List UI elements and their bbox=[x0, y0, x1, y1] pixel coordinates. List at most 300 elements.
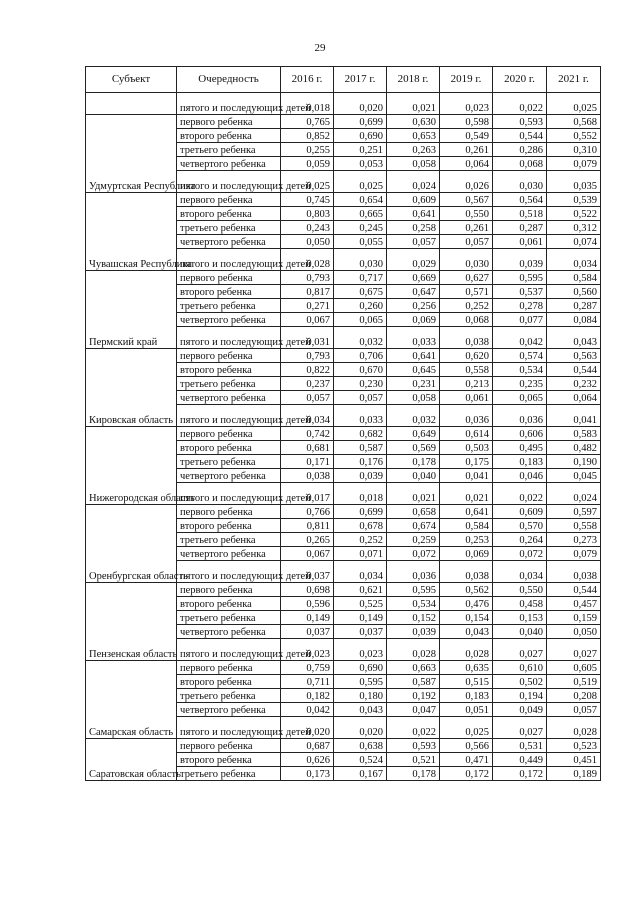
value-cell: 0,253 bbox=[440, 533, 493, 547]
value-cell: 0,031 bbox=[281, 327, 334, 349]
value-cell: 0,626 bbox=[281, 753, 334, 767]
value-cell: 0,027 bbox=[493, 717, 547, 739]
value-cell: 0,030 bbox=[493, 171, 547, 193]
value-cell: 0,036 bbox=[440, 405, 493, 427]
value-cell: 0,681 bbox=[281, 441, 334, 455]
value-cell: 0,159 bbox=[547, 611, 601, 625]
value-cell: 0,610 bbox=[493, 661, 547, 675]
value-cell: 0,567 bbox=[440, 193, 493, 207]
birth-order-cell: четвертого ребенка bbox=[177, 625, 281, 639]
value-cell: 0,630 bbox=[387, 115, 440, 129]
value-cell: 0,041 bbox=[440, 469, 493, 483]
value-cell: 0,635 bbox=[440, 661, 493, 675]
value-cell: 0,560 bbox=[547, 285, 601, 299]
value-cell: 0,620 bbox=[440, 349, 493, 363]
birth-order-cell: четвертого ребенка bbox=[177, 391, 281, 405]
value-cell: 0,674 bbox=[387, 519, 440, 533]
value-cell: 0,566 bbox=[440, 739, 493, 753]
value-cell: 0,550 bbox=[493, 583, 547, 597]
birth-order-cell: третьего ребенка bbox=[177, 299, 281, 313]
value-cell: 0,690 bbox=[334, 129, 387, 143]
region-name-cell: Пензенская область bbox=[86, 583, 177, 661]
value-cell: 0,742 bbox=[281, 427, 334, 441]
value-cell: 0,037 bbox=[334, 625, 387, 639]
value-cell: 0,025 bbox=[334, 171, 387, 193]
value-cell: 0,255 bbox=[281, 143, 334, 157]
value-cell: 0,263 bbox=[387, 143, 440, 157]
value-cell: 0,025 bbox=[281, 171, 334, 193]
value-cell: 0,034 bbox=[334, 561, 387, 583]
value-cell: 0,471 bbox=[440, 753, 493, 767]
value-cell: 0,550 bbox=[440, 207, 493, 221]
value-cell: 0,235 bbox=[493, 377, 547, 391]
value-cell: 0,053 bbox=[334, 157, 387, 171]
value-cell: 0,524 bbox=[334, 753, 387, 767]
value-cell: 0,167 bbox=[334, 767, 387, 781]
value-cell: 0,609 bbox=[387, 193, 440, 207]
value-cell: 0,020 bbox=[281, 717, 334, 739]
value-cell: 0,287 bbox=[493, 221, 547, 235]
value-cell: 0,793 bbox=[281, 349, 334, 363]
value-cell: 0,261 bbox=[440, 221, 493, 235]
value-cell: 0,172 bbox=[440, 767, 493, 781]
value-cell: 0,027 bbox=[547, 639, 601, 661]
value-cell: 0,039 bbox=[387, 625, 440, 639]
header-year-2018: 2018 г. bbox=[387, 67, 440, 93]
value-cell: 0,034 bbox=[281, 405, 334, 427]
page-number: 29 bbox=[314, 42, 326, 54]
value-cell: 0,523 bbox=[547, 739, 601, 753]
value-cell: 0,022 bbox=[493, 483, 547, 505]
value-cell: 0,032 bbox=[387, 405, 440, 427]
value-cell: 0,022 bbox=[387, 717, 440, 739]
value-cell: 0,045 bbox=[547, 469, 601, 483]
value-cell: 0,638 bbox=[334, 739, 387, 753]
value-cell: 0,251 bbox=[334, 143, 387, 157]
value-cell: 0,059 bbox=[281, 157, 334, 171]
value-cell: 0,521 bbox=[387, 753, 440, 767]
value-cell: 0,171 bbox=[281, 455, 334, 469]
header-year-2021: 2021 г. bbox=[547, 67, 601, 93]
value-cell: 0,230 bbox=[334, 377, 387, 391]
value-cell: 0,172 bbox=[493, 767, 547, 781]
birth-order-cell: второго ребенка bbox=[177, 441, 281, 455]
value-cell: 0,038 bbox=[440, 327, 493, 349]
value-cell: 0,669 bbox=[387, 271, 440, 285]
value-cell: 0,537 bbox=[493, 285, 547, 299]
value-cell: 0,178 bbox=[387, 455, 440, 469]
birth-order-cell: третьего ребенка bbox=[177, 689, 281, 703]
value-cell: 0,495 bbox=[493, 441, 547, 455]
value-cell: 0,057 bbox=[440, 235, 493, 249]
value-cell: 0,069 bbox=[440, 547, 493, 561]
value-cell: 0,020 bbox=[334, 717, 387, 739]
value-cell: 0,041 bbox=[547, 405, 601, 427]
value-cell: 0,544 bbox=[493, 129, 547, 143]
value-cell: 0,522 bbox=[547, 207, 601, 221]
value-cell: 0,042 bbox=[281, 703, 334, 717]
value-cell: 0,173 bbox=[281, 767, 334, 781]
value-cell: 0,670 bbox=[334, 363, 387, 377]
value-cell: 0,025 bbox=[440, 717, 493, 739]
birth-order-cell: второго ребенка bbox=[177, 675, 281, 689]
value-cell: 0,074 bbox=[547, 235, 601, 249]
value-cell: 0,038 bbox=[440, 561, 493, 583]
value-cell: 0,149 bbox=[334, 611, 387, 625]
value-cell: 0,152 bbox=[387, 611, 440, 625]
value-cell: 0,039 bbox=[493, 249, 547, 271]
value-cell: 0,745 bbox=[281, 193, 334, 207]
value-cell: 0,064 bbox=[547, 391, 601, 405]
birth-order-cell: первого ребенка bbox=[177, 271, 281, 285]
value-cell: 0,699 bbox=[334, 505, 387, 519]
value-cell: 0,678 bbox=[334, 519, 387, 533]
birth-order-cell: второго ребенка bbox=[177, 519, 281, 533]
value-cell: 0,627 bbox=[440, 271, 493, 285]
table-row bbox=[86, 661, 601, 675]
table-row bbox=[86, 583, 601, 597]
value-cell: 0,072 bbox=[387, 547, 440, 561]
value-cell: 0,018 bbox=[281, 93, 334, 115]
table-row bbox=[86, 271, 601, 285]
value-cell: 0,658 bbox=[387, 505, 440, 519]
value-cell: 0,058 bbox=[387, 391, 440, 405]
value-cell: 0,571 bbox=[440, 285, 493, 299]
birth-order-cell: второго ребенка bbox=[177, 207, 281, 221]
birth-order-cell: четвертого ребенка bbox=[177, 157, 281, 171]
value-cell: 0,593 bbox=[387, 739, 440, 753]
value-cell: 0,065 bbox=[493, 391, 547, 405]
value-cell: 0,583 bbox=[547, 427, 601, 441]
value-cell: 0,069 bbox=[387, 313, 440, 327]
value-cell: 0,614 bbox=[440, 427, 493, 441]
birth-order-cell: первого ребенка bbox=[177, 427, 281, 441]
value-cell: 0,042 bbox=[493, 327, 547, 349]
value-cell: 0,653 bbox=[387, 129, 440, 143]
value-cell: 0,593 bbox=[493, 115, 547, 129]
value-cell: 0,595 bbox=[493, 271, 547, 285]
value-cell: 0,654 bbox=[334, 193, 387, 207]
header-year-2020: 2020 г. bbox=[493, 67, 547, 93]
value-cell: 0,050 bbox=[281, 235, 334, 249]
value-cell: 0,271 bbox=[281, 299, 334, 313]
value-cell: 0,259 bbox=[387, 533, 440, 547]
value-cell: 0,458 bbox=[493, 597, 547, 611]
value-cell: 0,021 bbox=[387, 93, 440, 115]
birth-order-cell: четвертого ребенка bbox=[177, 235, 281, 249]
value-cell: 0,055 bbox=[334, 235, 387, 249]
value-cell: 0,265 bbox=[281, 533, 334, 547]
birth-order-cell: третьего ребенка bbox=[177, 455, 281, 469]
value-cell: 0,017 bbox=[281, 483, 334, 505]
value-cell: 0,024 bbox=[547, 483, 601, 505]
value-cell: 0,822 bbox=[281, 363, 334, 377]
region-name-cell: Удмуртская Республика bbox=[86, 115, 177, 193]
birth-order-cell: третьего ребенка bbox=[177, 221, 281, 235]
value-cell: 0,641 bbox=[387, 207, 440, 221]
value-cell: 0,539 bbox=[547, 193, 601, 207]
value-cell: 0,482 bbox=[547, 441, 601, 455]
table-row bbox=[86, 739, 601, 753]
value-cell: 0,549 bbox=[440, 129, 493, 143]
value-cell: 0,037 bbox=[281, 561, 334, 583]
birth-order-cell: пятого и последующих детей bbox=[177, 93, 281, 115]
birth-order-cell: пятого и последующих детей bbox=[177, 483, 281, 505]
value-cell: 0,154 bbox=[440, 611, 493, 625]
birth-order-cell: пятого и последующих детей bbox=[177, 639, 281, 661]
birth-order-cell: пятого и последующих детей bbox=[177, 171, 281, 193]
value-cell: 0,595 bbox=[334, 675, 387, 689]
value-cell: 0,040 bbox=[493, 625, 547, 639]
value-cell: 0,022 bbox=[493, 93, 547, 115]
value-cell: 0,046 bbox=[493, 469, 547, 483]
value-cell: 0,252 bbox=[440, 299, 493, 313]
value-cell: 0,503 bbox=[440, 441, 493, 455]
value-cell: 0,682 bbox=[334, 427, 387, 441]
value-cell: 0,451 bbox=[547, 753, 601, 767]
value-cell: 0,525 bbox=[334, 597, 387, 611]
value-cell: 0,077 bbox=[493, 313, 547, 327]
value-cell: 0,596 bbox=[281, 597, 334, 611]
value-cell: 0,039 bbox=[334, 469, 387, 483]
value-cell: 0,570 bbox=[493, 519, 547, 533]
birth-order-cell: четвертого ребенка bbox=[177, 703, 281, 717]
value-cell: 0,587 bbox=[387, 675, 440, 689]
birth-order-cell: второго ребенка bbox=[177, 129, 281, 143]
region-name-cell: Оренбургская область bbox=[86, 505, 177, 583]
value-cell: 0,025 bbox=[547, 93, 601, 115]
value-cell: 0,149 bbox=[281, 611, 334, 625]
value-cell: 0,023 bbox=[334, 639, 387, 661]
header-row bbox=[86, 67, 601, 93]
value-cell: 0,079 bbox=[547, 547, 601, 561]
value-cell: 0,038 bbox=[547, 561, 601, 583]
value-cell: 0,034 bbox=[493, 561, 547, 583]
birth-order-cell: второго ребенка bbox=[177, 597, 281, 611]
birth-order-cell: первого ребенка bbox=[177, 505, 281, 519]
value-cell: 0,021 bbox=[387, 483, 440, 505]
value-cell: 0,717 bbox=[334, 271, 387, 285]
value-cell: 0,028 bbox=[440, 639, 493, 661]
value-cell: 0,515 bbox=[440, 675, 493, 689]
value-cell: 0,264 bbox=[493, 533, 547, 547]
value-cell: 0,598 bbox=[440, 115, 493, 129]
value-cell: 0,061 bbox=[493, 235, 547, 249]
value-cell: 0,699 bbox=[334, 115, 387, 129]
value-cell: 0,153 bbox=[493, 611, 547, 625]
value-cell: 0,036 bbox=[387, 561, 440, 583]
birth-order-cell: второго ребенка bbox=[177, 285, 281, 299]
table-row bbox=[86, 505, 601, 519]
value-cell: 0,067 bbox=[281, 547, 334, 561]
value-cell: 0,641 bbox=[440, 505, 493, 519]
value-cell: 0,029 bbox=[387, 249, 440, 271]
value-cell: 0,587 bbox=[334, 441, 387, 455]
value-cell: 0,766 bbox=[281, 505, 334, 519]
value-cell: 0,232 bbox=[547, 377, 601, 391]
value-cell: 0,028 bbox=[281, 249, 334, 271]
value-cell: 0,449 bbox=[493, 753, 547, 767]
table-row bbox=[86, 193, 601, 207]
value-cell: 0,690 bbox=[334, 661, 387, 675]
value-cell: 0,665 bbox=[334, 207, 387, 221]
value-cell: 0,237 bbox=[281, 377, 334, 391]
value-cell: 0,519 bbox=[547, 675, 601, 689]
table-row bbox=[86, 427, 601, 441]
birth-order-cell: третьего ребенка bbox=[177, 767, 281, 781]
region-name-cell bbox=[86, 93, 177, 115]
value-cell: 0,243 bbox=[281, 221, 334, 235]
value-cell: 0,072 bbox=[493, 547, 547, 561]
value-cell: 0,213 bbox=[440, 377, 493, 391]
birth-order-cell: третьего ребенка bbox=[177, 377, 281, 391]
value-cell: 0,605 bbox=[547, 661, 601, 675]
value-cell: 0,050 bbox=[547, 625, 601, 639]
value-cell: 0,675 bbox=[334, 285, 387, 299]
value-cell: 0,018 bbox=[334, 483, 387, 505]
region-name-cell: Саратовская область bbox=[86, 739, 177, 781]
value-cell: 0,033 bbox=[334, 405, 387, 427]
birth-order-cell: первого ребенка bbox=[177, 661, 281, 675]
value-cell: 0,584 bbox=[440, 519, 493, 533]
value-cell: 0,183 bbox=[493, 455, 547, 469]
header-year-2017: 2017 г. bbox=[334, 67, 387, 93]
value-cell: 0,852 bbox=[281, 129, 334, 143]
value-cell: 0,765 bbox=[281, 115, 334, 129]
value-cell: 0,027 bbox=[493, 639, 547, 661]
value-cell: 0,024 bbox=[387, 171, 440, 193]
value-cell: 0,584 bbox=[547, 271, 601, 285]
value-cell: 0,183 bbox=[440, 689, 493, 703]
value-cell: 0,178 bbox=[387, 767, 440, 781]
birth-order-cell: первого ребенка bbox=[177, 349, 281, 363]
value-cell: 0,759 bbox=[281, 661, 334, 675]
value-cell: 0,518 bbox=[493, 207, 547, 221]
value-cell: 0,706 bbox=[334, 349, 387, 363]
region-name-cell: Чувашская Республика bbox=[86, 193, 177, 271]
value-cell: 0,562 bbox=[440, 583, 493, 597]
value-cell: 0,175 bbox=[440, 455, 493, 469]
birth-order-cell: первого ребенка bbox=[177, 115, 281, 129]
value-cell: 0,037 bbox=[281, 625, 334, 639]
value-cell: 0,023 bbox=[440, 93, 493, 115]
value-cell: 0,040 bbox=[387, 469, 440, 483]
birth-order-cell: третьего ребенка bbox=[177, 611, 281, 625]
value-cell: 0,030 bbox=[334, 249, 387, 271]
value-cell: 0,286 bbox=[493, 143, 547, 157]
value-cell: 0,457 bbox=[547, 597, 601, 611]
value-cell: 0,176 bbox=[334, 455, 387, 469]
value-cell: 0,043 bbox=[440, 625, 493, 639]
header-year-2016: 2016 г. bbox=[281, 67, 334, 93]
value-cell: 0,595 bbox=[387, 583, 440, 597]
value-cell: 0,817 bbox=[281, 285, 334, 299]
value-cell: 0,067 bbox=[281, 313, 334, 327]
value-cell: 0,558 bbox=[547, 519, 601, 533]
birth-order-cell: пятого и последующих детей bbox=[177, 327, 281, 349]
value-cell: 0,647 bbox=[387, 285, 440, 299]
value-cell: 0,051 bbox=[440, 703, 493, 717]
value-cell: 0,194 bbox=[493, 689, 547, 703]
region-name-cell: Нижегородская область bbox=[86, 427, 177, 505]
table-row bbox=[86, 115, 601, 129]
value-cell: 0,035 bbox=[547, 171, 601, 193]
value-cell: 0,544 bbox=[547, 363, 601, 377]
value-cell: 0,189 bbox=[547, 767, 601, 781]
value-cell: 0,190 bbox=[547, 455, 601, 469]
value-cell: 0,698 bbox=[281, 583, 334, 597]
value-cell: 0,032 bbox=[334, 327, 387, 349]
value-cell: 0,245 bbox=[334, 221, 387, 235]
value-cell: 0,568 bbox=[547, 115, 601, 129]
value-cell: 0,038 bbox=[281, 469, 334, 483]
birth-order-cell: первого ребенка bbox=[177, 739, 281, 753]
value-cell: 0,043 bbox=[547, 327, 601, 349]
value-cell: 0,609 bbox=[493, 505, 547, 519]
value-cell: 0,641 bbox=[387, 349, 440, 363]
value-cell: 0,476 bbox=[440, 597, 493, 611]
value-cell: 0,021 bbox=[440, 483, 493, 505]
value-cell: 0,028 bbox=[387, 639, 440, 661]
birth-order-cell: третьего ребенка bbox=[177, 143, 281, 157]
birth-order-cell: четвертого ребенка bbox=[177, 313, 281, 327]
value-cell: 0,020 bbox=[334, 93, 387, 115]
value-cell: 0,033 bbox=[387, 327, 440, 349]
value-cell: 0,621 bbox=[334, 583, 387, 597]
region-name-cell: Кировская область bbox=[86, 349, 177, 427]
value-cell: 0,287 bbox=[547, 299, 601, 313]
value-cell: 0,569 bbox=[387, 441, 440, 455]
value-cell: 0,711 bbox=[281, 675, 334, 689]
value-cell: 0,043 bbox=[334, 703, 387, 717]
value-cell: 0,803 bbox=[281, 207, 334, 221]
birth-order-cell: пятого и последующих детей bbox=[177, 717, 281, 739]
value-cell: 0,273 bbox=[547, 533, 601, 547]
birth-order-cell: четвертого ребенка bbox=[177, 547, 281, 561]
value-cell: 0,057 bbox=[547, 703, 601, 717]
birth-order-cell: четвертого ребенка bbox=[177, 469, 281, 483]
value-cell: 0,068 bbox=[440, 313, 493, 327]
value-cell: 0,079 bbox=[547, 157, 601, 171]
value-cell: 0,065 bbox=[334, 313, 387, 327]
value-cell: 0,563 bbox=[547, 349, 601, 363]
value-cell: 0,061 bbox=[440, 391, 493, 405]
value-cell: 0,534 bbox=[387, 597, 440, 611]
value-cell: 0,192 bbox=[387, 689, 440, 703]
value-cell: 0,278 bbox=[493, 299, 547, 313]
value-cell: 0,531 bbox=[493, 739, 547, 753]
value-cell: 0,502 bbox=[493, 675, 547, 689]
region-name-cell: Пермский край bbox=[86, 271, 177, 349]
value-cell: 0,026 bbox=[440, 171, 493, 193]
value-cell: 0,030 bbox=[440, 249, 493, 271]
value-cell: 0,047 bbox=[387, 703, 440, 717]
value-cell: 0,049 bbox=[493, 703, 547, 717]
table-row bbox=[86, 349, 601, 363]
value-cell: 0,574 bbox=[493, 349, 547, 363]
value-cell: 0,023 bbox=[281, 639, 334, 661]
header-subject: Субъект bbox=[86, 67, 177, 93]
value-cell: 0,256 bbox=[387, 299, 440, 313]
value-cell: 0,058 bbox=[387, 157, 440, 171]
birth-order-cell: третьего ребенка bbox=[177, 533, 281, 547]
value-cell: 0,544 bbox=[547, 583, 601, 597]
value-cell: 0,036 bbox=[493, 405, 547, 427]
value-cell: 0,310 bbox=[547, 143, 601, 157]
value-cell: 0,182 bbox=[281, 689, 334, 703]
birth-order-cell: пятого и последующих детей bbox=[177, 405, 281, 427]
value-cell: 0,645 bbox=[387, 363, 440, 377]
